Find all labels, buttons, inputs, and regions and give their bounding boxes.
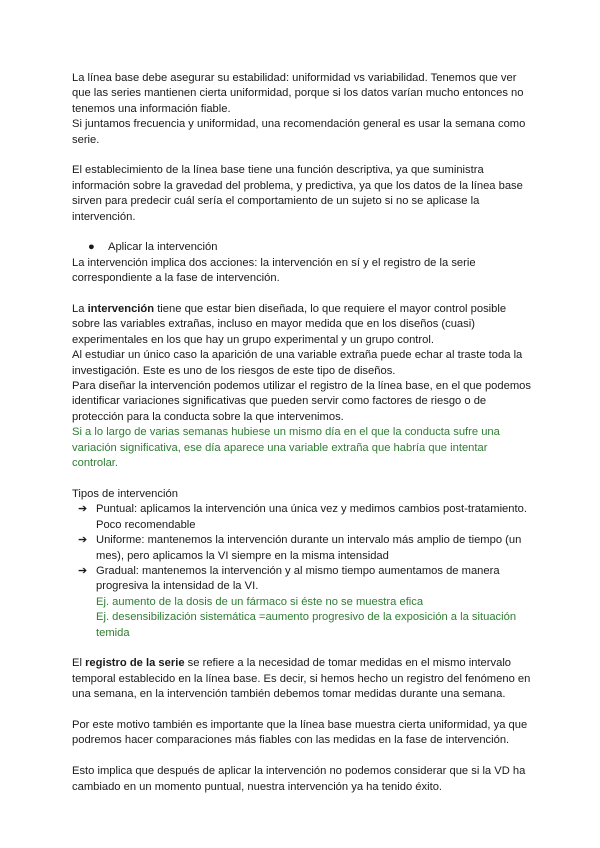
list-item	[78, 533, 532, 564]
heading-tipos-intervencion: Tipos de intervención	[72, 487, 178, 500]
list-item-text	[96, 564, 532, 641]
list-item-text: Uniforme: mantenemos la intervención durante un intervalo más amplio de tiempo (un mes), pero aplicamos la VI siempre en la misma intensidad	[96, 534, 522, 562]
bullet-label: Aplicar la intervención	[108, 241, 218, 254]
example-desensibilizacion: Ej. desensibilización sistemática =aumento progresivo de la exposición a la situación temida	[96, 611, 517, 639]
paragraph-success-caution: Esto implica que después de aplicar la intervención no podemos considerar que si la VD ha cambiado en un momento puntual, nuestra intervención ya ha tenido éxito.	[72, 765, 526, 793]
list-item	[78, 564, 532, 641]
text-run: El	[72, 657, 86, 670]
list-item-text: Puntual: aplicamos la intervención una única vez y medimos cambios post-tratamiento. Poco recomendable	[96, 503, 527, 531]
arrow-icon: ➔	[78, 564, 88, 577]
arrow-icon: ➔	[78, 503, 88, 516]
paragraph-design-baseline: Para diseñar la intervención podemos utilizar el registro de la línea base, en el que podemos identificar variaciones significativas que pueden servir como factores de riesgo o de protección para la conducta sobre la que intervenimos.	[72, 380, 531, 423]
bullet-item	[72, 240, 532, 255]
paragraph-baseline-function: El establecimiento de la línea base tiene una función descriptiva, ya que suministra información sobre la gravedad del problema, y predictiva, ya que los datos de la línea base sirven para predecir cuál sería el comportamiento de un sujeto si no se aplicase la intervención.	[72, 164, 523, 223]
document-page	[72, 71, 532, 795]
example-farmaco: Ej. aumento de la dosis de un fármaco si éste no se muestra efica	[96, 595, 424, 608]
text-run: La	[72, 303, 88, 316]
paragraph-baseline-stability: La línea base debe asegurar su estabilidad: uniformidad vs variabilidad. Tenemos que ver que las series mantienen cierta uniformidad, porque si los datos varían mucho entonces no tenemos una información fiable.	[72, 72, 524, 115]
paragraph-example-green: Si a lo largo de varias semanas hubiese un mismo día en el que la conducta sufre una variación significativa, ese día aparece una variable extraña que habría que intentar controlar.	[72, 426, 500, 470]
intervention-types-list	[72, 502, 532, 641]
bold-term-registro: registro de la serie	[85, 657, 185, 670]
paragraph-uniformity-comparison: Por este motivo también es importante que la línea base muestra cierta uniformidad, ya que podremos hacer comparaciones más fiables con las medidas en la fase de intervención.	[72, 718, 528, 747]
bullet-icon: ●	[88, 241, 95, 254]
text-run: se refiere a la necesidad de tomar medidas en el mismo intervalo temporal establecido en la línea base. Es decir, si hemos hecho un registro del fenómeno en una semana, en la intervención también debemos tomar medidas durante una semana.	[72, 657, 531, 701]
paragraph-intervention-design	[72, 302, 532, 348]
paragraph-single-case-risk: Al estudiar un único caso la aparición de una variable extraña puede echar al traste toda la investigación. Este es uno de los riesgos de este tipo de diseños.	[72, 349, 523, 377]
arrow-icon: ➔	[78, 534, 88, 547]
paragraph-intervention-actions: La intervención implica dos acciones: la intervención en sí y el registro de la serie correspondiente a la fase de intervención.	[72, 256, 476, 285]
list-item	[78, 502, 532, 533]
paragraph-registro-serie	[72, 656, 532, 702]
text-run: tiene que estar bien diseñada, lo que requiere el mayor control posible sobre las variables extrañas, incluso en mayor medida que en los diseños (cuasi) experimentales en los que hay un grupo experimental y un grupo control.	[72, 303, 507, 346]
paragraph-frequency-uniformity: Si juntamos frecuencia y uniformidad, una recomendación general es usar la semana como serie.	[72, 118, 526, 146]
bold-term-intervencion: intervención	[87, 303, 155, 316]
gradual-text: Gradual: mantenemos la intervención y al mismo tiempo aumentamos de manera progresiva la intensidad de la VI.	[96, 564, 500, 593]
